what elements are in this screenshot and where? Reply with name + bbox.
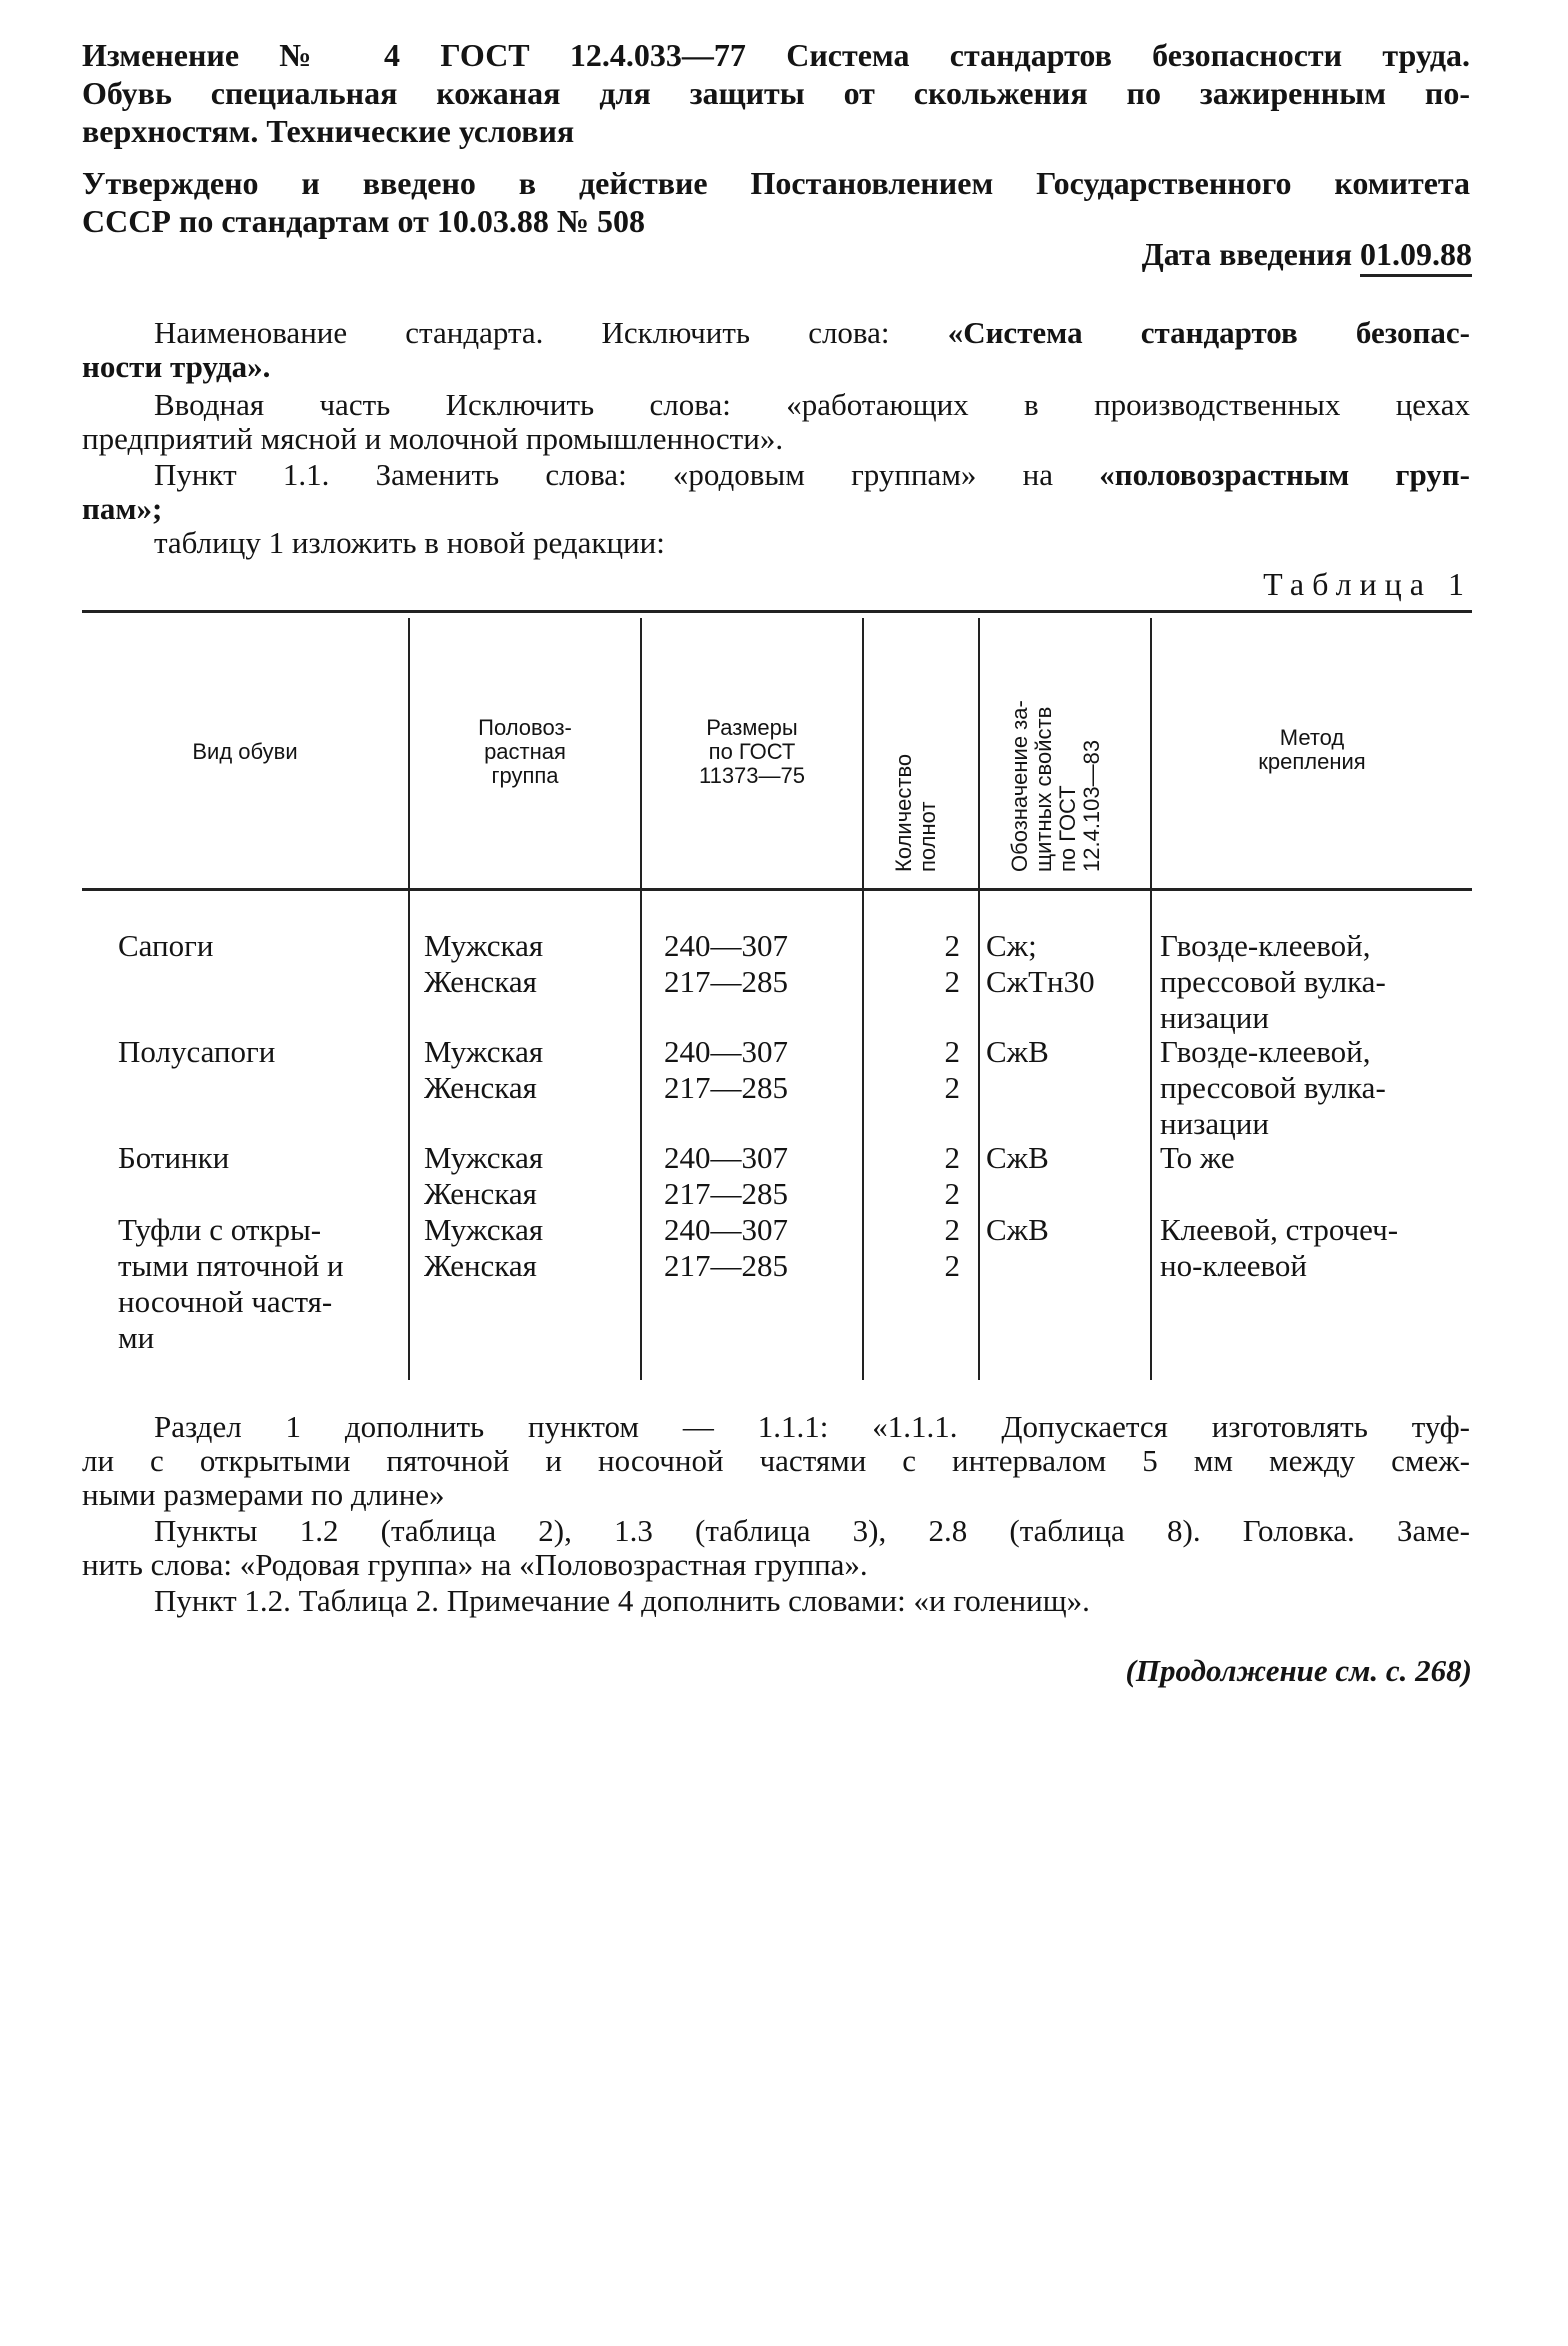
effective-date-label: Дата введения — [1141, 236, 1352, 272]
paragraph-section1-line-1: Раздел 1 дополнить пунктом — 1.1.1: «1.1.1. Допускается изготовлять туф- — [154, 1409, 1470, 1444]
paragraph-table-intro: таблицу 1 изложить в новой редакции: — [154, 525, 665, 560]
quoted-text: «половозрастным груп- — [1099, 457, 1470, 492]
approval-line-2: СССР по стандартам от 10.03.88 № 508 — [82, 203, 645, 239]
table-cell-count: 2 — [944, 1034, 960, 1069]
table-cell-method: Гвозде-клеевой, прессовой вулка- низации — [1160, 928, 1386, 1035]
header-protective-designation: Обозначение за- щитных свойств по ГОСТ 12.4.103—83 — [1007, 700, 1104, 872]
table-cell-designation: СжВ — [986, 1034, 1049, 1069]
table-cell-group: Мужская — [424, 1140, 544, 1175]
table-cell-count: 2 — [944, 1176, 960, 1211]
table-cell-group: Женская — [424, 1248, 537, 1283]
amendment-title-line-1: Изменение № 4 ГОСТ 12.4.033—77 Система стандартов безопасности труда. — [82, 37, 1470, 73]
table-cell-group: Мужская — [424, 1034, 544, 1069]
table-cell-count: 2 — [944, 928, 960, 963]
table-cell-size: 217—285 — [664, 964, 788, 999]
header-fastening-method: Метод крепления — [1258, 725, 1366, 774]
table-cell-type: Ботинки — [118, 1140, 230, 1175]
paragraph-text: Наименование стандарта. Исключить слова: — [154, 315, 948, 350]
table-cell-type: Полусапоги — [118, 1034, 276, 1069]
paragraph-section1-line-2: ли с открытыми пяточной и носочной частями с интервалом 5 мм между смеж- — [82, 1443, 1470, 1478]
header-sizes: Размеры по ГОСТ 11373—75 — [698, 715, 805, 788]
amendment-title-line-3: верхностям. Технические условия — [82, 113, 575, 149]
paragraph-items-line-1: Пункты 1.2 (таблица 2), 1.3 (таблица 3), 2.8 (таблица 8). Головка. Заме- — [154, 1513, 1470, 1548]
table-cell-group: Женская — [424, 1070, 537, 1105]
table-cell-count: 2 — [944, 964, 960, 999]
table-caption: Таблица 1 — [1263, 566, 1472, 602]
approval-line-1: Утверждено и введено в действие Постановлением Государственного комитета — [82, 165, 1470, 201]
table-cell-method: Гвозде-клеевой, прессовой вулка- низации — [1160, 1034, 1386, 1141]
paragraph-intro-line-2: предприятий мясной и молочной промышленности». — [82, 421, 784, 456]
table-cell-size: 217—285 — [664, 1248, 788, 1283]
table-cell-size: 240—307 — [664, 1212, 788, 1247]
table-cell-size: 240—307 — [664, 1034, 788, 1069]
continuation-note: (Продолжение см. с. 268) — [1125, 1653, 1472, 1688]
amendment-title-line-2: Обувь специальная кожаная для защиты от скольжения по зажиренным по- — [82, 75, 1470, 111]
table-cell-count: 2 — [944, 1070, 960, 1105]
paragraph-item-line-2: пам»; — [82, 491, 163, 526]
table-cell-group: Мужская — [424, 1212, 544, 1247]
table-cell-count: 2 — [944, 1140, 960, 1175]
column-divider — [978, 618, 980, 1380]
paragraph-title-line-1 — [82, 316, 1470, 349]
header-fullness-count: Количество полнот — [891, 753, 940, 872]
table-header-rule — [82, 888, 1472, 891]
table-1 — [82, 610, 1472, 1380]
table-cell-type: Туфли с откры- тыми пяточной и носочной частя- ми — [118, 1212, 344, 1355]
table-cell-size: 240—307 — [664, 928, 788, 963]
header-age-sex-group: Половоз- растная группа — [478, 715, 572, 788]
table-cell-designation: СжВ — [986, 1212, 1049, 1247]
table-cell-group: Женская — [424, 1176, 537, 1211]
column-divider — [862, 618, 864, 1380]
table-cell-designation: Сж; СжТн30 — [986, 928, 1095, 999]
table-cell-size: 240—307 — [664, 1140, 788, 1175]
paragraph-intro-line-1: Вводная часть Исключить слова: «работающих в производственных цехах — [154, 387, 1470, 422]
paragraph-title-line-2: ности труда». — [82, 349, 271, 384]
paragraph-items-line-2: нить слова: «Родовая группа» на «Половозрастная группа». — [82, 1547, 868, 1582]
table-cell-count: 2 — [944, 1248, 960, 1283]
paragraph-table2-note: Пункт 1.2. Таблица 2. Примечание 4 дополнить словами: «и голенищ». — [154, 1583, 1090, 1618]
table-cell-size: 217—285 — [664, 1176, 788, 1211]
table-cell-type: Сапоги — [118, 928, 214, 963]
paragraph-section1-line-3: ными размерами по длине» — [82, 1477, 445, 1512]
table-cell-designation: СжВ — [986, 1140, 1049, 1175]
table-top-rule — [82, 610, 1472, 613]
table-cell-method: То же — [1160, 1140, 1235, 1175]
effective-date-value: 01.09.88 — [1360, 236, 1472, 277]
table-cell-group: Женская — [424, 964, 537, 999]
paragraph-text: Пункт 1.1. Заменить слова: «родовым группам» на — [154, 457, 1100, 492]
header-shoe-type: Вид обуви — [192, 739, 298, 764]
table-cell-method: Клеевой, строчеч- но-клеевой — [1160, 1212, 1399, 1283]
table-cell-size: 217—285 — [664, 1070, 788, 1105]
paragraph-item-line-1 — [82, 458, 1470, 491]
table-cell-group: Мужская — [424, 928, 544, 963]
effective-date — [1142, 236, 1472, 273]
quoted-text: «Система стандартов безопас- — [947, 315, 1470, 350]
table-cell-count: 2 — [944, 1212, 960, 1247]
